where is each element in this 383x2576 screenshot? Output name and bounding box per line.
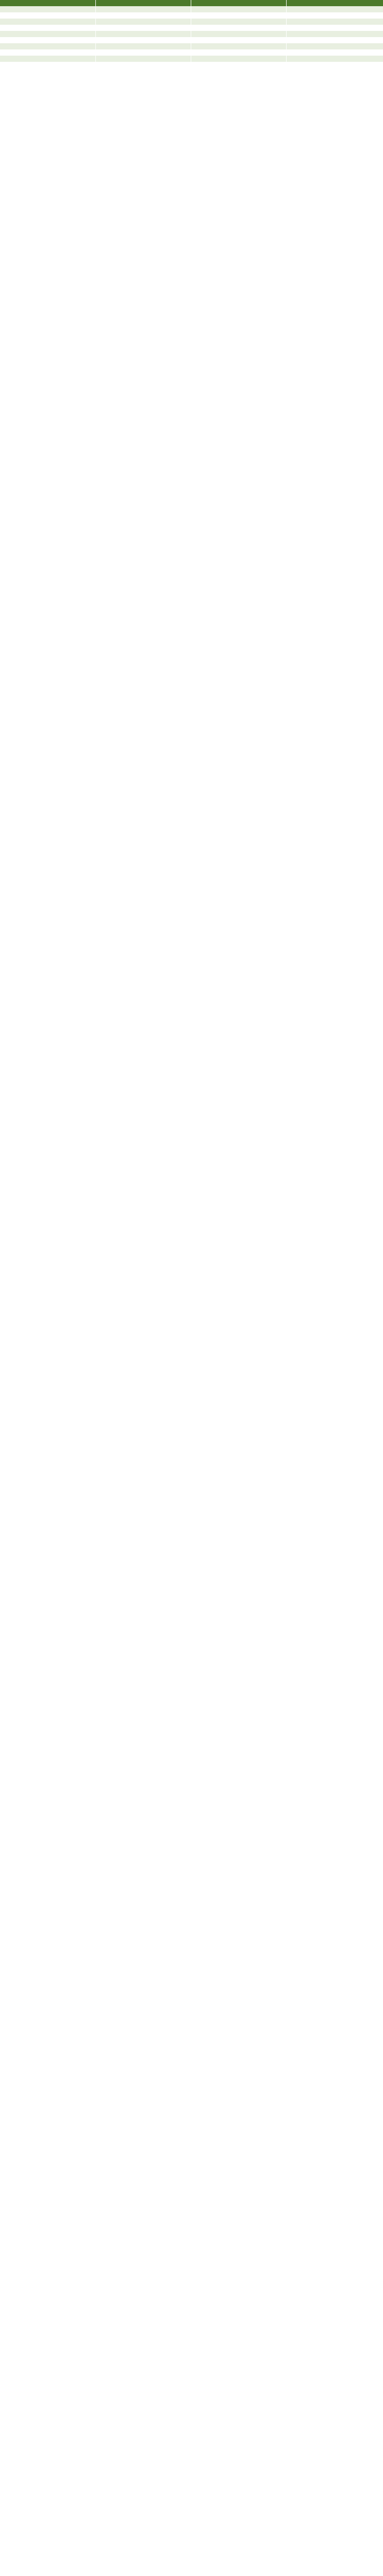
table-cell-col-3 (191, 6, 286, 12)
table-cell-col-1 (0, 37, 95, 43)
table-cell-col-3 (191, 49, 286, 56)
table-cell-col-1 (0, 43, 95, 49)
table-cell-col-4 (286, 37, 383, 43)
table-cell-col-4 (286, 12, 383, 19)
table-cell-col-1 (0, 12, 95, 19)
table-cell-col-2 (95, 12, 191, 19)
table-row (0, 25, 383, 31)
column-header-3 (191, 0, 286, 6)
table-cell-col-1 (0, 62, 95, 68)
column-header-4 (286, 0, 383, 6)
table-row (0, 6, 383, 12)
table-cell-col-4 (286, 31, 383, 37)
table-cell-col-4 (286, 62, 383, 68)
table-cell-col-2 (95, 19, 191, 25)
table-row (0, 56, 383, 62)
table-cell-col-3 (191, 37, 286, 43)
table-body (0, 6, 383, 68)
roster-table (0, 0, 383, 68)
table-cell-col-3 (191, 43, 286, 49)
table-cell-col-1 (0, 56, 95, 62)
table-row (0, 12, 383, 19)
table-cell-col-2 (95, 56, 191, 62)
table-cell-col-3 (191, 25, 286, 31)
table-cell-col-2 (95, 25, 191, 31)
column-header-1 (0, 0, 95, 6)
table-cell-col-4 (286, 6, 383, 12)
table-row (0, 62, 383, 68)
table-cell-col-2 (95, 37, 191, 43)
table-cell-col-2 (95, 43, 191, 49)
table-cell-col-4 (286, 25, 383, 31)
table-cell-col-1 (0, 6, 95, 12)
table-cell-col-4 (286, 43, 383, 49)
table-cell-col-1 (0, 25, 95, 31)
table-cell-col-3 (191, 12, 286, 19)
table-cell-col-1 (0, 31, 95, 37)
column-header-2 (95, 0, 191, 6)
table-cell-col-2 (95, 62, 191, 68)
table-cell-col-2 (95, 49, 191, 56)
table-cell-col-4 (286, 19, 383, 25)
table-cell-col-3 (191, 62, 286, 68)
table-row (0, 19, 383, 25)
table-cell-col-3 (191, 31, 286, 37)
header-row (0, 0, 383, 6)
table-cell-col-2 (95, 6, 191, 12)
table-cell-col-4 (286, 56, 383, 62)
table-cell-col-4 (286, 49, 383, 56)
table-cell-col-1 (0, 49, 95, 56)
table-cell-col-3 (191, 56, 286, 62)
table-cell-col-3 (191, 19, 286, 25)
table-row (0, 31, 383, 37)
table-row (0, 49, 383, 56)
table-cell-col-1 (0, 19, 95, 25)
table-row (0, 43, 383, 49)
table-row (0, 37, 383, 43)
table-cell-col-2 (95, 31, 191, 37)
